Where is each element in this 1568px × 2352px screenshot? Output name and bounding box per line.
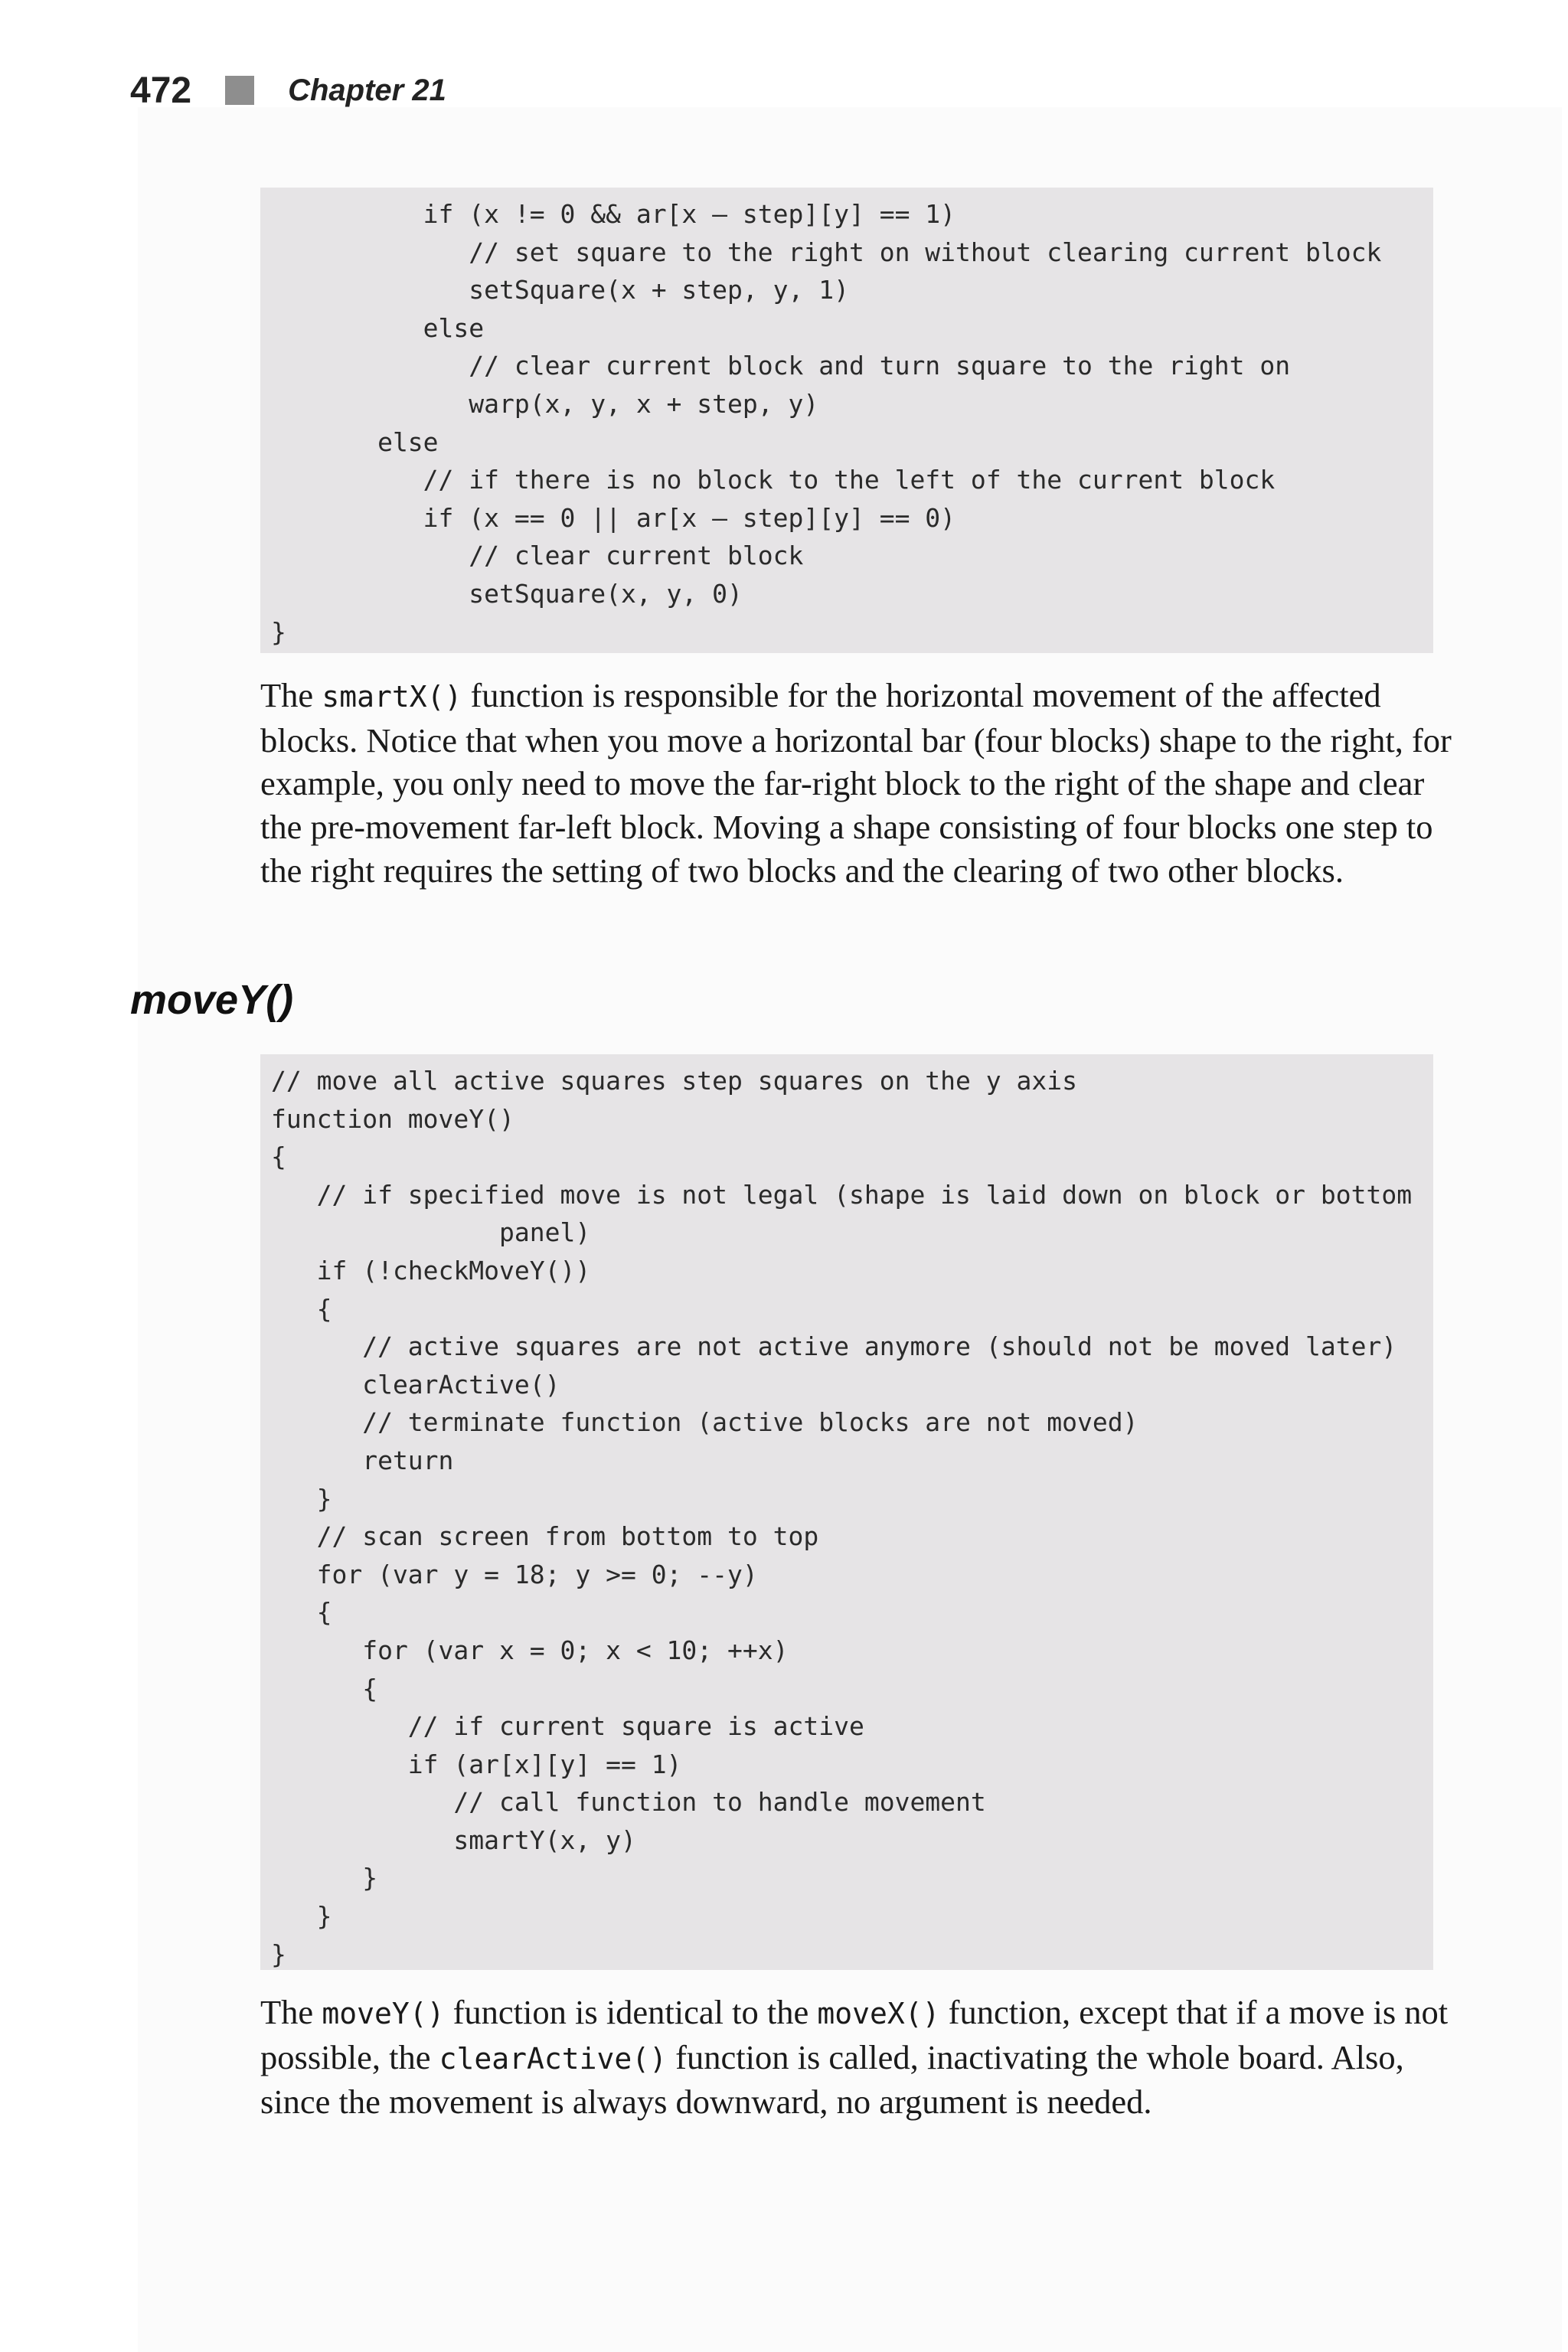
code-line: // move all active squares step squares on the y axis <box>271 1066 1077 1096</box>
code-listing <box>271 1062 1433 1973</box>
code-line: for (var x = 0; x < 10; ++x) <box>271 1635 789 1665</box>
code-line: else <box>271 312 485 343</box>
code-line: // scan screen from bottom to top <box>271 1521 819 1552</box>
text-run: The <box>260 1993 322 2031</box>
code-line: // terminate function (active blocks are not moved) <box>271 1407 1138 1438</box>
code-line: } <box>271 1863 378 1893</box>
text-run: function, except that if a move is not possible, the <box>260 1993 1449 2076</box>
code-line: clearActive() <box>271 1369 560 1400</box>
code-line: smartY(x, y) <box>271 1824 636 1855</box>
code-line: { <box>271 1293 332 1324</box>
inline-code-movex: moveX() <box>817 1997 940 2030</box>
code-line: setSquare(x, y, 0) <box>271 578 743 609</box>
code-line: // call function to handle movement <box>271 1787 986 1818</box>
code-line: if (x == 0 || ar[x – step][y] == 0) <box>271 502 956 533</box>
body-paragraph-smartx <box>260 674 1455 893</box>
inline-code-smartx: smartX() <box>322 680 462 714</box>
code-line: // clear current block <box>271 541 804 571</box>
code-line: } <box>271 1483 332 1514</box>
code-line: { <box>271 1673 378 1704</box>
code-line: } <box>271 616 286 647</box>
inline-code-movey: moveY() <box>322 1997 445 2030</box>
header-square-icon <box>225 76 254 105</box>
code-block-movey <box>260 1054 1433 1970</box>
code-line: // active squares are not active anymore (should not be moved later) <box>271 1331 1397 1362</box>
code-line: // if specified move is not legal (shape is laid down on block or bottom <box>271 1179 1413 1210</box>
code-line: for (var y = 18; y >= 0; --y) <box>271 1559 758 1589</box>
body-paragraph-movey <box>260 1991 1455 2124</box>
code-line: setSquare(x + step, y, 1) <box>271 275 849 305</box>
code-line: { <box>271 1142 286 1172</box>
code-line: { <box>271 1597 332 1628</box>
inline-code-clearactive: clearActive() <box>439 2041 668 2076</box>
code-line: else <box>271 426 439 457</box>
text-run: The <box>260 676 322 714</box>
code-line: // set square to the right on without clearing current block <box>271 237 1382 267</box>
page-number: 472 <box>130 70 192 111</box>
code-line: return <box>271 1445 454 1475</box>
text-run: function is called, inactivating the whole board. Also, since the movement is always downward, no argument is needed. <box>260 2037 1404 2122</box>
code-line: if (!checkMoveY()) <box>271 1255 591 1285</box>
section-heading: moveY() <box>130 977 294 1023</box>
code-line: panel) <box>271 1217 591 1248</box>
running-header <box>130 67 446 113</box>
code-line: warp(x, y, x + step, y) <box>271 388 819 419</box>
code-line: // clear current block and turn square to the right on <box>271 351 1291 381</box>
code-line: if (ar[x][y] == 1) <box>271 1749 682 1779</box>
code-line: if (x != 0 && ar[x – step][y] == 1) <box>271 199 956 229</box>
code-block-smartx <box>260 188 1433 653</box>
text-run: function is identical to the <box>444 1993 818 2031</box>
code-line: function moveY() <box>271 1103 514 1134</box>
code-listing <box>271 195 1433 651</box>
text-run: function is responsible for the horizontal movement of the affected blocks. Notice that when you move a horizontal bar (four blocks) shape to the right, for example, you only need to move the far-right block to the right of the shape and clear the pre-movement far-left block. Moving a shape consisting of four blocks one step to the right requires the setting of two blocks and the clearing of two other blocks. <box>260 676 1452 890</box>
code-line: } <box>271 1901 332 1932</box>
code-line: // if current square is active <box>271 1711 864 1742</box>
chapter-label: Chapter 21 <box>288 73 446 107</box>
code-line: // if there is no block to the left of the current block <box>271 465 1276 495</box>
code-line: } <box>271 1939 286 1969</box>
